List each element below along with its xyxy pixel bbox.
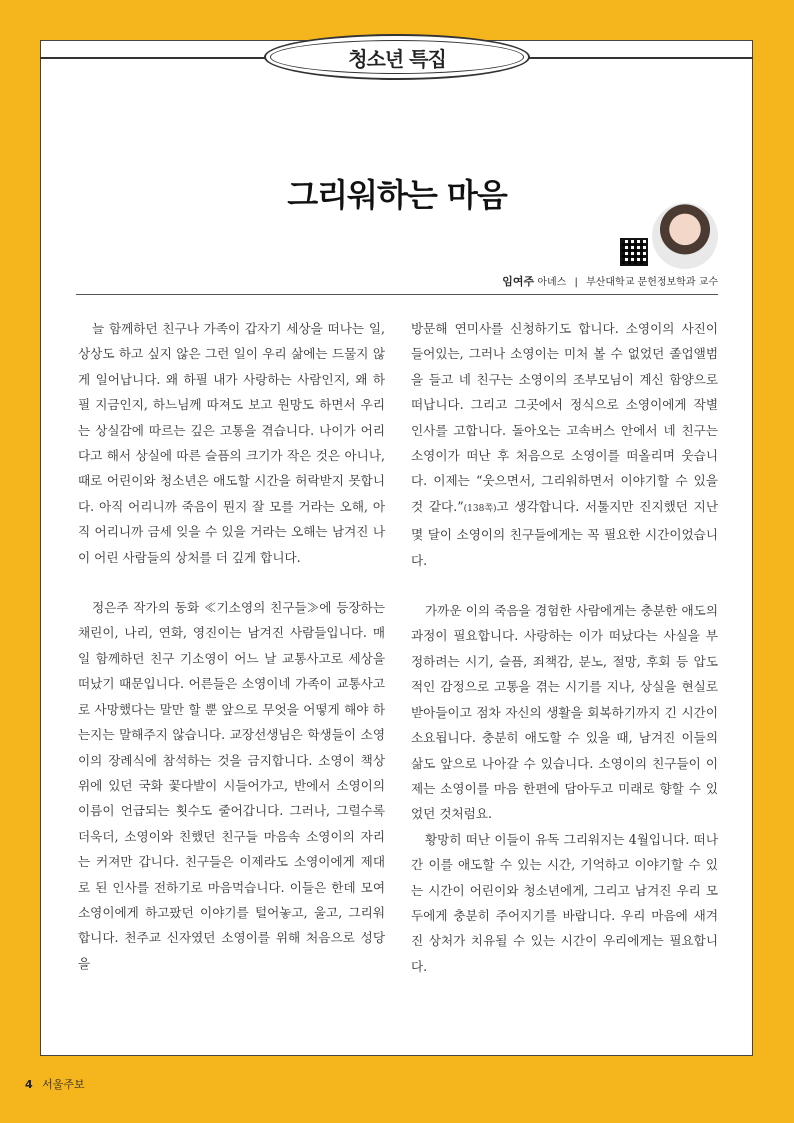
publication-name: 서울주보 — [42, 1078, 85, 1091]
paragraph: 정은주 작가의 동화 ≪기소영의 친구들≫에 등장하는 채린이, 나리, 연화, 영진이는 남겨진 사람들입니다. 매일 함께하던 친구 기소영이 어느 날 교통사고로 세상을 떠났기 때문입니다. 어른들은 소영이네 가족이 교통사고로 사망했다는 말만 할 뿐 앞으로 무엇을 어떻게 해야 하는지는 말해주지 않습니다. 교장선생님은 학생들이 소영이의 장례식에 참석하는 것을 금지합니다. 소영이 책상 위에 있던 국화 꽃다발이 시들어가고, 반에서 소영이의 이름이 언급되는 횟수도 줄어갑니다. 그러나, 그럴수록 더욱더, 소영이와 친했던 친구들 마음속 소영이의 자리는 커져만 갑니다. 친구들은 이제라도 소영이에게 제대로 된 인사를 전하기로 마음먹습니다. 이들은 한데 모여 소영이에게 하고팠던 이야기를 털어놓고, 울고, 그리워합니다. 천주교 신자였던 소영이를 위해 처음으로 성당을 — [78, 600, 385, 971]
title-divider — [76, 294, 718, 295]
author-photo — [652, 203, 718, 269]
byline-separator: | — [574, 277, 578, 288]
paragraph: 가까운 이의 죽음을 경험한 사람에게는 충분한 애도의 과정이 필요합니다. 사랑하는 이가 떠났다는 사실을 부정하려는 시기, 슬픔, 죄책감, 분노, 절망, 후회 등 압도적인 감정으로 고통을 겪는 시기를 지나, 상실을 현실로 받아들이고 점차 자신의 생활을 회복하기까지 긴 시간이 소요됩니다. 충분히 애도할 수 있을 때, 남겨진 이들의 삶도 앞으로 나아갈 수 있습니다. 소영이의 친구들이 이제는 소영이를 마음 한편에 담아두고 미래로 향할 수 있었던 것처럼요. — [411, 603, 718, 822]
paragraph: 황망히 떠난 이들이 유독 그리워지는 4월입니다. 떠나간 이를 애도할 수 있는 시간, 기억하고 이야기할 수 있는 시간이 어린이와 청소년에게, 그리고 남겨진 우리 모두에게 충분히 주어지기를 바랍니다. 우리 마음에 새겨진 상처가 치유될 수 있는 시간이 우리에게는 필요합니다. — [411, 831, 718, 974]
paragraph: 방문해 연미사를 신청하기도 합니다. 소영이의 사진이 들어있는, 그러나 소영이는 미처 볼 수 없었던 졸업앨범을 들고 네 친구는 소영이의 조부모님이 계신 함양으로 떠납니다. 그리고 그곳에서 정식으로 소영이에게 작별 인사를 고합니다. 돌아오는 고속버스 안에서 네 친구는 소영이가 떠난 후 처음으로 소영이를 떠올리며 웃습니다. 이제는 “웃으면서, 그리워하면서 이야기할 수 있을 것 같다.”(138쪽)고 생각합니다. 서툴지만 진지했던 지난 몇 달이 소영이의 친구들에게는 꼭 필요한 시간이었습니다. — [411, 321, 718, 568]
banner-line-right — [528, 57, 753, 59]
author-role: 아녜스 — [537, 277, 567, 288]
qr-code-icon[interactable] — [620, 238, 648, 266]
page-citation: (138쪽) — [463, 503, 497, 514]
article-column-left — [78, 316, 385, 976]
author-byline — [502, 273, 718, 289]
author-affiliation: 부산대학교 문헌정보학과 교수 — [586, 277, 718, 288]
section-label: 청소년 특집 — [348, 46, 446, 71]
page-footer — [25, 1076, 85, 1092]
article-title: 그리워하는 마음 — [287, 176, 507, 214]
author-name: 임여주 — [502, 275, 535, 288]
banner-line-left — [40, 57, 266, 59]
page-number: 4 — [25, 1078, 33, 1091]
section-banner — [264, 34, 530, 80]
article-column-right — [411, 316, 718, 979]
paragraph: 늘 함께하던 친구나 가족이 갑자기 세상을 떠나는 일, 상상도 하고 싶지 않은 그런 일이 우리 삶에는 드물지 않게 일어납니다. 왜 하필 내가 사랑하는 사람인지, 왜 하필 지금인지, 하느님께 따져도 보고 원망도 하면서 우리는 상실감에 따르는 깊은 고통을 겪습니다. 나이가 어리다고 해서 상실에 따른 슬픔의 크기가 작은 것은 아니나, 때로 어린이와 청소년은 애도할 시간을 허락받지 못합니다. 아직 어리니까 죽음이 뭔지 잘 모를 거라는 오해, 아직 어리니까 금세 잊을 수 있을 거라는 오해는 남겨진 나이 어린 사람들의 상처를 더 깊게 합니다. — [78, 321, 385, 565]
